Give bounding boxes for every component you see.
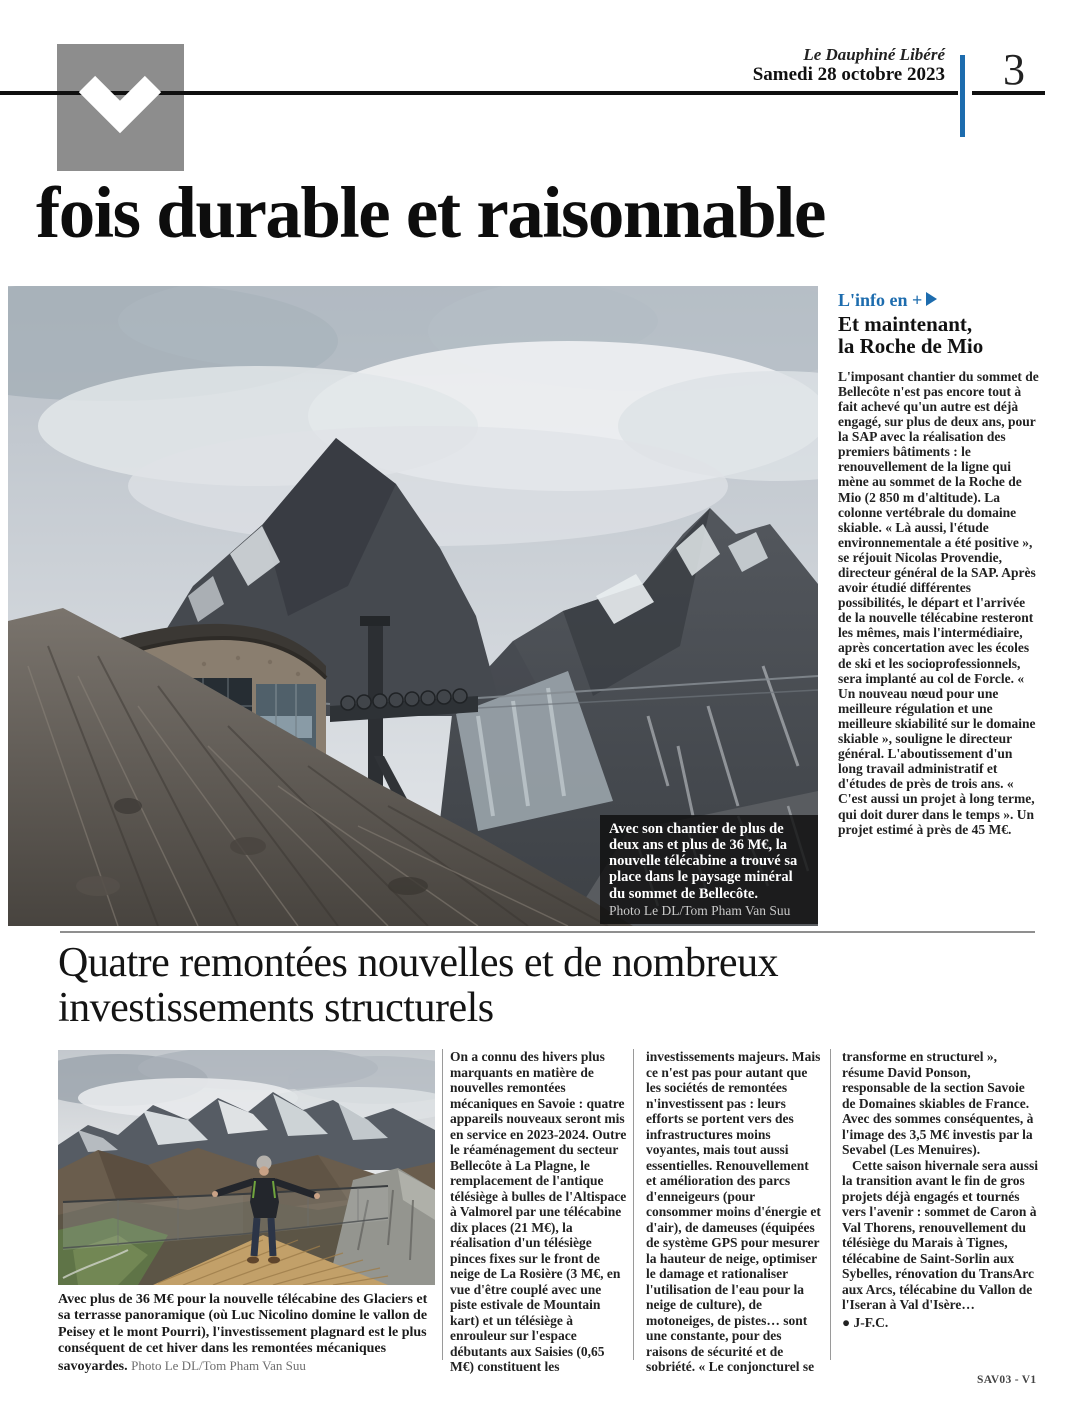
- main-photo-caption-text: Avec son chantier de plus de deux ans et plus de 36 M€, la nouvelle télécabine a trouvé sa place dans le paysage minéral du sommet de Bellecôte.: [609, 820, 798, 902]
- main-photo: [8, 286, 818, 926]
- chevron-down-icon: [57, 44, 184, 171]
- terrace-photo-caption: [58, 1292, 436, 1375]
- main-headline: fois durable et raisonnable: [36, 172, 825, 253]
- article-column-2: [646, 1049, 822, 1375]
- sidebar-kicker: [838, 291, 1040, 311]
- column-separator: [633, 1049, 634, 1360]
- article-column-3: [842, 1049, 1038, 1330]
- terrace-photo-caption-text: Avec plus de 36 M€ pour la nouvelle télécabine des Glaciers et sa terrasse panoramique (où Luc Nicolino domine le vallon de Peisey et le mont Pourri), l'investissement plagnard est le plus conséquent de cet hiver dans les remontées mécaniques savoyardes.: [58, 1292, 428, 1374]
- section-divider: [60, 931, 1035, 933]
- sidebar-title-line1: Et maintenant,: [838, 311, 973, 336]
- arrow-right-icon: [926, 292, 937, 306]
- sidebar-kicker-label: L'info en +: [838, 290, 923, 310]
- article-col1-text: On a connu des hivers plus marquants en matière de nouvelles remontées mécaniques en Savoie : quatre appareils nouveaux seront mis en service en 2023-2024. Outre le réaménagement du secteur Bellecôte à La Plagne, le remplacement de l'antique télésiège à bulles de l'Altispace à Valmorel par une télécabine dix places (21 M€), la réalisation d'un télésiège pinces fixes sur le front de neige de La Rosière (3 M€, en vue d'être couplé avec une piste estivale de Mountain kart) et un télésiège à enrouleur sur l'espace débutants aux Saisies (0,65 M€) constituent les: [450, 1049, 627, 1374]
- main-photo-caption: [600, 815, 818, 924]
- sidebar-title-line2: la Roche de Mio: [838, 333, 984, 358]
- edition-code: SAV03 - V1: [977, 1374, 1037, 1386]
- masthead: [753, 45, 945, 85]
- terrace-photo-illustration: [58, 1050, 435, 1285]
- article-col2-text: investissements majeurs. Mais ce n'est pas pour autant que les sociétés de remontées n'investissent pas : leurs efforts se portent vers des infrastructures moins voyantes, mais tout aussi essentielles. Renouvellement et amélioration des parcs d'enneigeurs (pour consommer moins d'énergie et d'air), de dameuses (équipées de système GPS pour mesurer la hauteur de neige, optimiser le damage et rationaliser l'utilisation de l'eau pour la neige de culture), de motoneiges, de pistes… sont une constante, pour des raisons de sécurité et de sobriété. « Le conjoncturel se: [646, 1049, 821, 1374]
- article-col3-paragraph2: Cette saison hivernale sera aussi la transition avant le fin de gros projets déjà engagés et tournés vers l'avenir : sommet de Caron à Val Thorens, renouvellement du télésiège du Marais à Tignes, télécabine de Saint-Sorlin aux Sybelles, rénovation du TransArc aux Arcs, télécabine du Vallon de l'Iseran à Val d'Isère…: [842, 1157, 1038, 1312]
- main-photo-credit: Photo Le DL/Tom Pham Van Suu: [609, 902, 791, 918]
- column-separator: [830, 1049, 831, 1360]
- sidebar-body-text: L'imposant chantier du sommet de Bellecôte n'est pas encore tout à fait achevé qu'un autre est déjà engagé, sur plus de deux ans, pour la SAP avec la réalisation des premiers bâtiments : le renouvellement de la ligne qui mène au sommet de la Roche de Mio (2 850 m d'altitude). La colonne vertébrale du domaine skiable. « Là aussi, l'étude environnementale a été positive », se réjouit Nicolas Provendie, directeur général de la SAP. Après avoir étudié différentes possibilités, le départ et l'arrivée de la nouvelle télécabine resteront les mêmes, mais l'intermédiaire, après concertation avec les écoles de ski et les socioprofessionnels, sera implanté au col de Forcle. « Un nouveau nœud pour une meilleure régulation et une meilleure skiabilité sur le domaine skiable », souligne le directeur général. L'aboutissement d'un long travail administratif et d'études de près de trois ans. « C'est aussi un projet à long terme, qui doit durer dans le temps ». Un projet estimé à près de 45 M€.: [838, 368, 1039, 837]
- terrace-photo: [58, 1050, 435, 1285]
- sidebar-title: [838, 313, 1040, 357]
- article-byline: ● J-F.C.: [842, 1314, 889, 1330]
- page-number: 3: [1003, 45, 1025, 94]
- column-separator: [442, 1049, 443, 1360]
- article-col3-paragraph1: transforme en structurel », résume David Ponson, responsable de la section Savoie de Domaines skiables de France. Avec des sommes conséquentes, à l'image des 3,5 M€ investis par la Sevabel (Les Menuires).: [842, 1049, 1034, 1157]
- header-blue-divider: [960, 55, 965, 137]
- newspaper-title: Le Dauphiné Libéré: [803, 45, 945, 64]
- section-headline: Quatre remontées nouvelles et de nombreux investissements structurels: [58, 940, 779, 1031]
- article-column-1: [450, 1049, 627, 1375]
- terrace-photo-credit: Photo Le DL/Tom Pham Van Suu: [131, 1357, 306, 1373]
- sidebar-info-box: [838, 291, 1040, 837]
- issue-date: Samedi 28 octobre 2023: [752, 64, 945, 86]
